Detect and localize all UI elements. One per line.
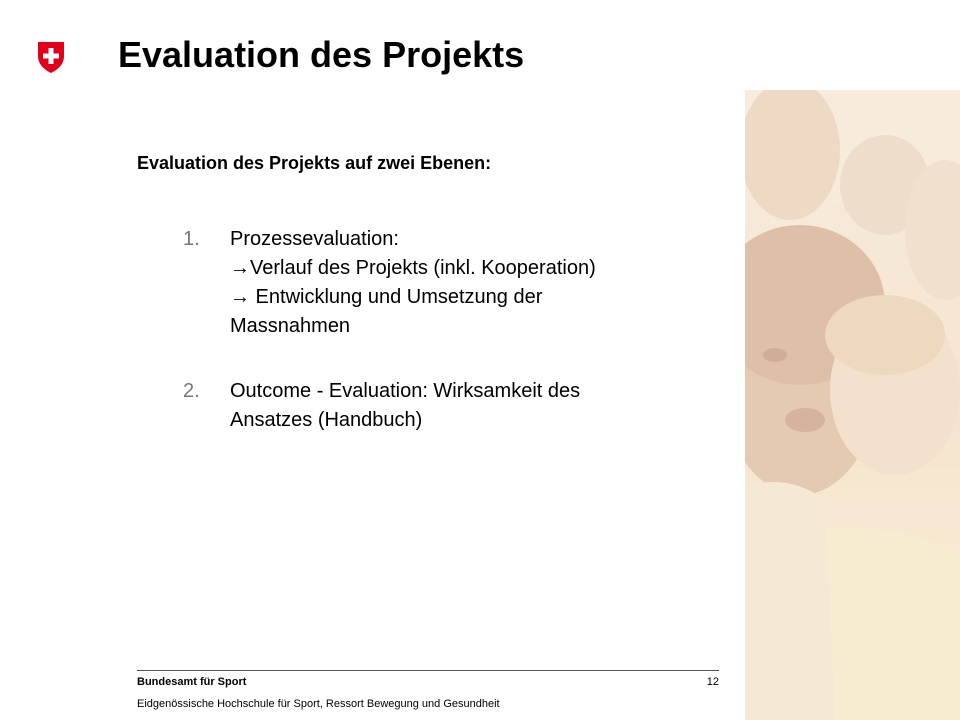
list-item-body xyxy=(230,225,596,341)
list-line-text: Outcome - Evaluation: Wirksamkeit des xyxy=(230,380,581,402)
list-line-text: Prozessevaluation: xyxy=(230,228,399,250)
page-number: 12 xyxy=(706,676,719,688)
section-heading: Evaluation des Projekts auf zwei Ebenen: xyxy=(137,153,492,173)
list-line-text: Ansatzes (Handbuch) xyxy=(230,409,423,431)
list-item-body xyxy=(230,377,580,435)
list-line xyxy=(230,312,596,341)
footer-organization: Bundesamt für Sport xyxy=(137,676,247,688)
footer-department: Eidgenössische Hochschule für Sport, Ressort Bewegung und Gesundheit xyxy=(137,698,500,710)
list-line xyxy=(230,283,596,312)
list-line xyxy=(230,225,596,254)
list-line xyxy=(230,254,596,283)
arrow-right-icon: → xyxy=(230,286,250,308)
list-line-text: Entwicklung und Umsetzung der xyxy=(250,286,543,308)
arrow-right-icon: → xyxy=(230,257,250,279)
footer-divider xyxy=(137,670,719,671)
list-line-text: Verlauf des Projekts (inkl. Kooperation) xyxy=(250,257,596,279)
page-title: Evaluation des Projekts xyxy=(118,34,525,75)
list-number: 1. xyxy=(183,228,200,250)
list-line xyxy=(230,377,580,406)
children-photo xyxy=(745,90,960,720)
list-line-text: Massnahmen xyxy=(230,315,351,337)
list-number: 2. xyxy=(183,380,200,402)
swiss-cross-shield-icon xyxy=(36,40,66,74)
list-line xyxy=(230,406,580,435)
